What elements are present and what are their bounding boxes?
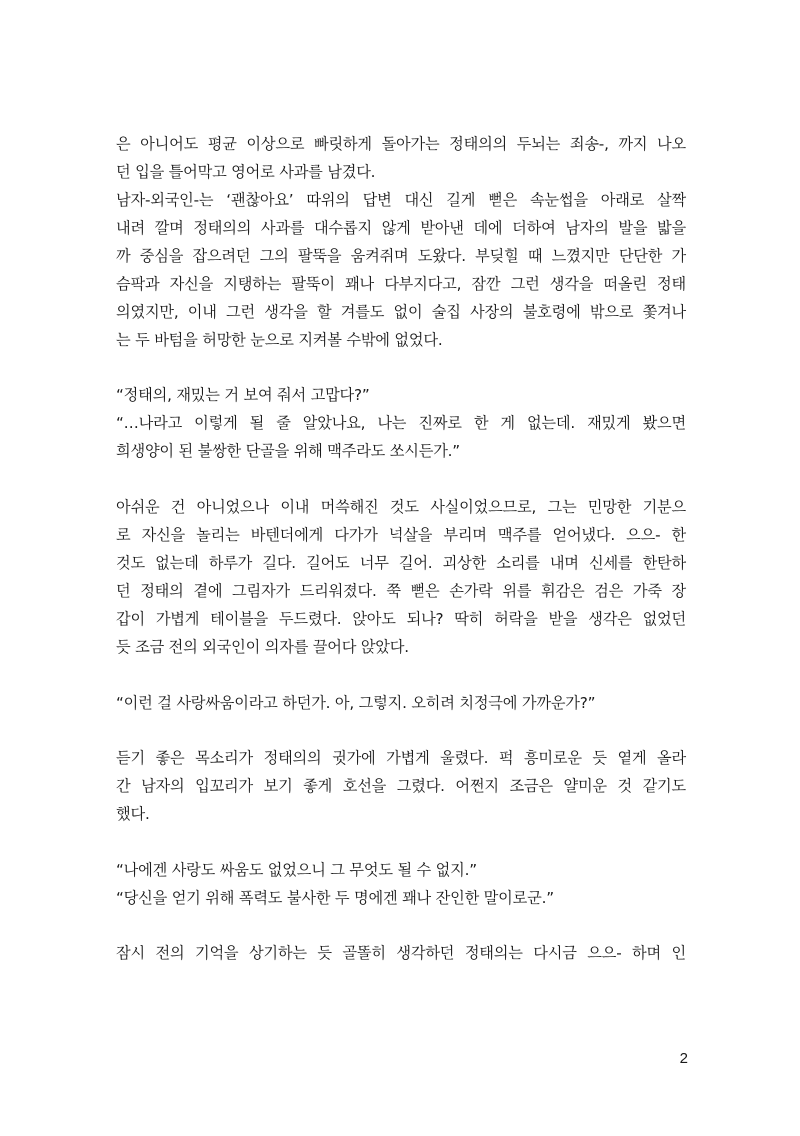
- text-line: 잠시 전의 기억을 상기하는 듯 골똘히 생각하던 정태의는 다시금 으으- 하며 인: [116, 944, 686, 962]
- text-line: 슴팍과 자신을 지탱하는 팔뚝이 꽤나 다부지다고, 잠깐 그런 생각을 떠올린 정태: [116, 275, 686, 293]
- text-line: 은 아니어도 평균 이상으로 빠릿하게 돌아가는 정태의의 두뇌는 죄송-, 까지 나오: [116, 135, 686, 153]
- text-line: 던 입을 틀어막고 영어로 사과를 남겼다.: [116, 163, 376, 181]
- text-line: 갑이 가볍게 테이블을 두드렸다. 앉아도 되나? 딱히 허락을 받을 생각은 없었던: [116, 610, 686, 628]
- text-line: 내려 깔며 정태의의 사과를 대수롭지 않게 받아낸 데에 더하여 남자의 발을 밟을: [116, 219, 686, 237]
- text-line: “이런 걸 사랑싸움이라고 하던가. 아, 그렇지. 오히려 치정극에 가까운가?”: [116, 694, 596, 712]
- text-line: 듯 조금 전의 외국인이 의자를 끌어다 앉았다.: [116, 638, 409, 656]
- text-line: 희생양이 된 불쌍한 단골을 위해 맥주라도 쏘시든가.”: [116, 442, 460, 460]
- text-line: “…나라고 이렇게 될 줄 알았나요, 나는 진짜로 한 게 없는데. 재밌게 봤으면: [116, 414, 686, 432]
- text-line: 의였지만, 이내 그런 생각을 할 겨를도 없이 술집 사장의 불호령에 밖으로 쫓겨나: [116, 303, 686, 321]
- text-line: 아쉬운 건 아니었으나 이내 머쓱해진 것도 사실이었으므로, 그는 민망한 기분으: [116, 498, 686, 516]
- text-line: 것도 없는데 하루가 길다. 길어도 너무 길어. 괴상한 소리를 내며 신세를 한탄하: [116, 554, 686, 572]
- text-line: 던 정태의 곁에 그림자가 드리워졌다. 쭉 뻗은 손가락 위를 휘감은 검은 가죽 장: [116, 582, 686, 600]
- page-number: 2: [679, 1050, 688, 1067]
- text-line: 로 자신을 놀리는 바텐더에게 다가가 넉살을 부리며 맥주를 얻어냈다. 으으- 한: [116, 526, 686, 544]
- text-line: 간 남자의 입꼬리가 보기 좋게 호선을 그렸다. 어쩐지 조금은 얄미운 것 같기도: [116, 777, 686, 795]
- text-line: 남자-외국인-는 ‘괜찮아요’ 따위의 답변 대신 길게 뻗은 속눈썹을 아래로 살짝: [116, 191, 686, 209]
- text-line: “당신을 얻기 위해 폭력도 불사한 두 명에겐 꽤나 잔인한 말이로군.”: [116, 889, 554, 907]
- text-line: “정태의, 재밌는 거 보여 줘서 고맙다?”: [116, 386, 370, 404]
- text-line: “나에겐 사랑도 싸움도 없었으니 그 무엇도 될 수 없지.”: [116, 861, 477, 879]
- text-line: 는 두 바텀을 허망한 눈으로 지켜볼 수밖에 없었다.: [116, 331, 443, 349]
- text-line: 했다.: [116, 805, 150, 823]
- text-line: 듣기 좋은 목소리가 정태의의 귓가에 가볍게 울렸다. 퍽 흥미로운 듯 옅게 올라: [116, 749, 686, 767]
- text-line: 까 중심을 잡으려던 그의 팔뚝을 움켜쥐며 도왔다. 부딪힐 때 느꼈지만 단단한 가: [116, 247, 686, 265]
